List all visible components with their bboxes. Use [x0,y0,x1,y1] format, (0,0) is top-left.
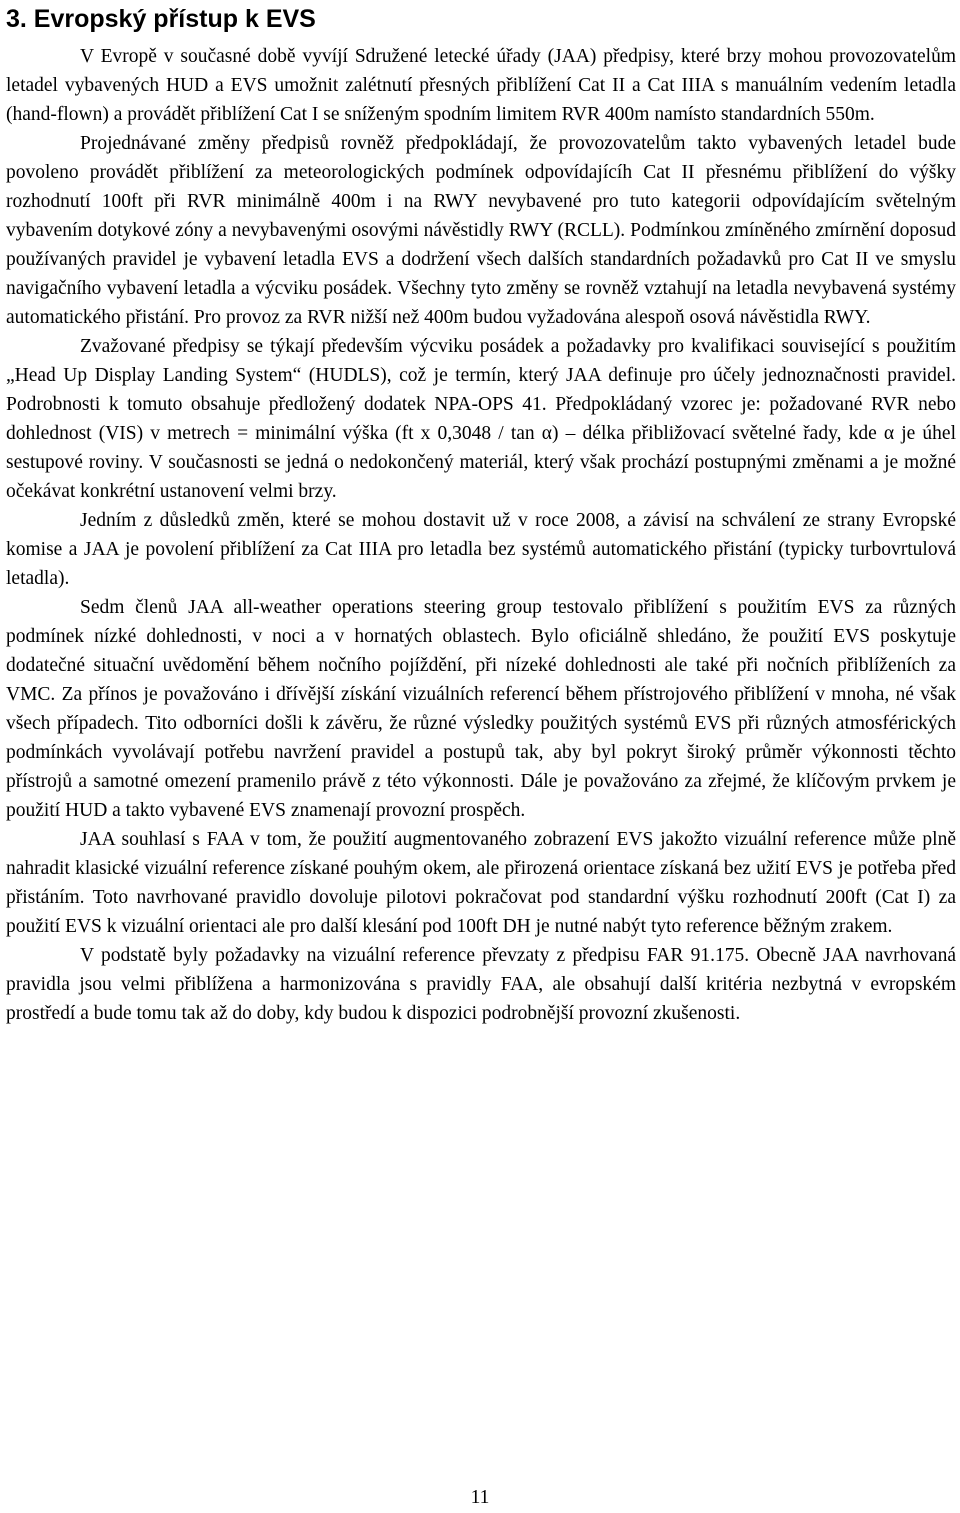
paragraph-proposed-changes: Projednávané změny předpisů rovněž předpokládají, že provozovatelům takto vybavených letadel bude povoleno provádět přiblížení za meteorologických podmínek odpovídajícíh Cat II přesnému přiblížení do výšky rozhodnutí 100ft při RVR minimálně 400m i na RWY nevybavené pro tuto kategorii odpovídajícím světelným vybavením dotykové zóny a nevybavenými osovými návěstidly RWY (RCLL). Podmínkou zmíněného zmírnění doposud používaných pravidel je vybavení letadla EVS a dodržení všech dalších standardních požadavků pro Cat II ve smyslu navigačního vybavení letadla a výcviku posádek. Všechny tyto změny se rovněž vztahují na letadla nevybavená systémy automatického přistání. Pro provoz za RVR nižší než 400m budou vyžadována alespoň osová návěstidla RWY. [6,133,956,328]
paragraph-cat-iiia-consequence: Jedním z důsledků změn, které se mohou dostavit už v roce 2008, a závisí na schválení ze strany Evropské komise a JAA je povolení přiblížení za Cat IIIA pro letadla bez systémů automatického přistání (typicky turbovrtulová letadla). [6,510,956,589]
paragraph-jaa-faa-agreement: JAA souhlasí s FAA v tom, že použití augmentovaného zobrazení EVS jakožto vizuální reference může plně nahradit klasické vizuální reference získané pouhým okem, ale přirozená orientace získaná bez užití EVS je potřeba před přistáním. Toto navrhované pravidlo dovoluje pilotovi pokračovat pod standardní výšku rozhodnutí 200ft (Cat I) za použití EVS k vizuální orientaci ale pro další klesání pod 100ft DH je nutné nabýt tyto reference běžným zrakem. [6,829,956,937]
section-body [6,42,956,1028]
paragraph-hudls-training: Zvažované předpisy se týkají především výcviku posádek a požadavky pro kvalifikaci související s použitím „Head Up Display Landing System“ (HUDLS), což je termín, který JAA definuje pro účely jednoznačnosti pravidel. Podrobnosti k tomuto obsahuje předložený dodatek NPA-OPS 41. Předpokládaný vzorec je: požadované RVR nebo dohlednost (VIS) v metrech = minimální výška (ft x 0,3048 / tan α) – délka přibližovací světelné řady, kde α je úhel sestupové roviny. V současnosti se jedná o nedokončený materiál, který však prochází postupnými změnami a je možné očekávat konkrétní ustanovení velmi brzy. [6,336,956,502]
paragraph-far-91-175: V podstatě byly požadavky na vizuální reference převzaty z předpisu FAR 91.175. Obecně JAA navrhovaná pravidla jsou velmi přiblížena a harmonizována s pravidly FAA, ale obsahují další kritéria nezbytná v evropském prostředí a bude tomu tak až do doby, kdy budou k dispozici podrobnější provozní zkušenosti. [6,945,956,1024]
paragraph-jaa-regulations: V Evropě v současné době vyvíjí Sdružené letecké úřady (JAA) předpisy, které brzy mohou provozovatelům letadel vybavených HUD a EVS umožnit zalétnutí přesných přiblížení Cat II a Cat IIIA s manuálním vedením letadla (hand-flown) a provádět přiblížení Cat I se sníženým spodním limitem RVR 400m namísto standardních 550m. [6,46,956,125]
document-page [6,0,956,1028]
page-number: 11 [470,1487,490,1508]
section-heading: 3. Evropský přístup k EVS [6,5,316,33]
paragraph-steering-group-testing: Sedm členů JAA all-weather operations steering group testovalo přiblížení s použitím EVS za různých podmínek nízké dohlednosti, v noci a v hornatých oblastech. Bylo oficiálně shledáno, že použití EVS poskytuje dodatečné situační uvědomění během nočního pojíždění, při nízeké dohlednosti ale také při nočních přiblíženích za VMC. Za přínos je považováno i dřívější získání vizuálních referencí během přístrojového přiblížení v mnoha, né však všech případech. Tito odborníci došli k závěru, že různé výsledky použitých systémů EVS při různých atmosférických podmínkách vyvolávají potřebu navržení pravidel a postupů tak, aby byl pokryt široký průměr výkonnosti těchto přístrojů a samotné omezení pramenilo právě z této výkonnosti. Dále je považováno za zřejmé, že klíčovým prvkem je použití HUD a takto vybavené EVS znamenají provozní prospěch. [6,597,956,821]
